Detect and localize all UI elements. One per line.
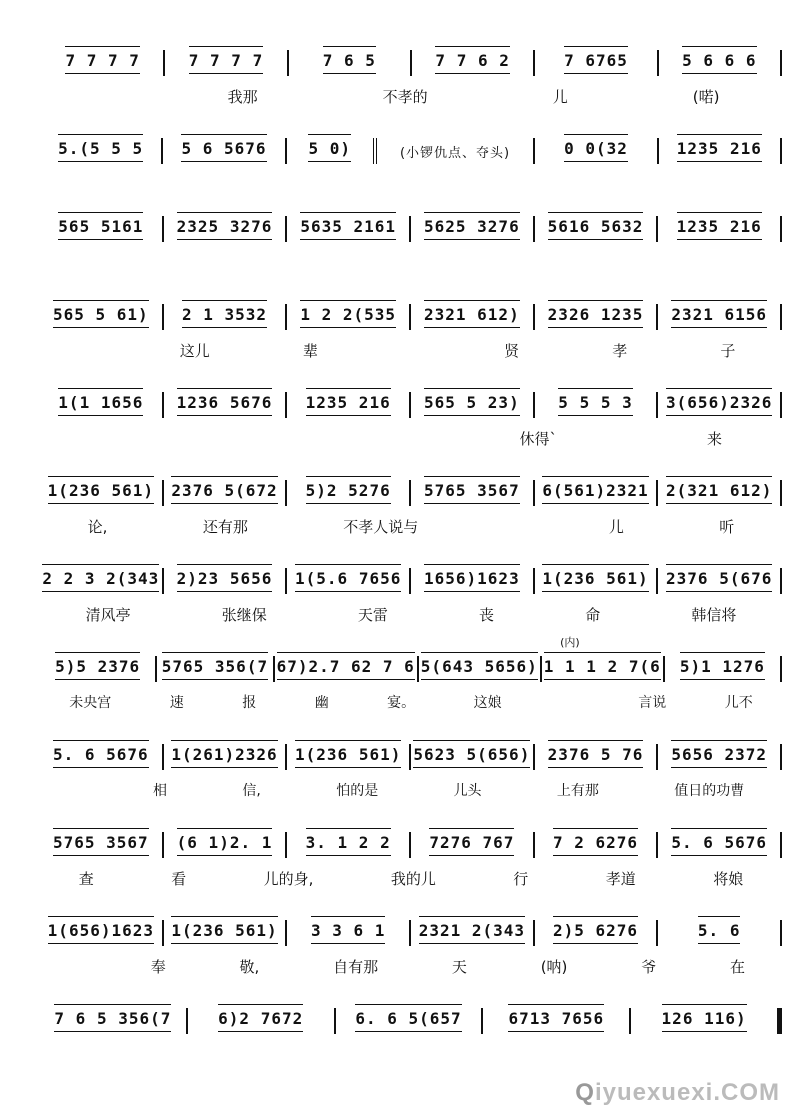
note-group: 67)2.7 62 7 6 bbox=[277, 657, 415, 681]
note-group: 6(561)2321 bbox=[542, 481, 648, 505]
note-group: 2 1 3532 bbox=[182, 305, 267, 329]
note-group: 5656 2372 bbox=[671, 745, 767, 769]
note-group: 2321 6156 bbox=[671, 305, 767, 329]
lyrics-row bbox=[40, 514, 782, 538]
measure bbox=[411, 833, 533, 857]
barline bbox=[780, 832, 782, 858]
measure bbox=[164, 305, 286, 329]
lyric: 值日的功曹 bbox=[674, 783, 745, 799]
lyrics-row bbox=[40, 426, 782, 450]
measure bbox=[40, 393, 162, 417]
lyrics-row bbox=[40, 338, 782, 362]
note-group: 7 6 5 356(7 bbox=[54, 1009, 171, 1033]
note-group: 1 1 1 2 7(6 bbox=[544, 657, 661, 681]
measure bbox=[40, 569, 162, 593]
notation-row bbox=[40, 566, 782, 596]
measure bbox=[658, 921, 780, 945]
lyrics-row bbox=[40, 602, 782, 626]
measure bbox=[535, 305, 657, 329]
note-group: 5(643 5656) bbox=[421, 657, 538, 681]
measure bbox=[157, 657, 272, 681]
lyrics-row bbox=[40, 778, 782, 802]
note-group: 7 7 7 7 bbox=[65, 51, 139, 75]
measure bbox=[658, 833, 780, 857]
lyric: 儿的身, bbox=[263, 869, 314, 888]
note-group: 5. 6 5676 bbox=[53, 745, 149, 769]
measure bbox=[163, 139, 284, 163]
watermark-prefix: Q bbox=[575, 1079, 595, 1106]
lyric: 韩信将 bbox=[691, 605, 737, 624]
notation-row bbox=[40, 390, 782, 420]
measure bbox=[287, 833, 409, 857]
measure bbox=[289, 51, 410, 75]
note-group: 7 7 6 2 bbox=[435, 51, 509, 75]
notation-row bbox=[40, 654, 782, 684]
note-group: 2321 2(343 bbox=[419, 921, 525, 945]
note-group: 5765 356(7 bbox=[162, 657, 268, 681]
measure bbox=[659, 139, 780, 163]
measure bbox=[542, 657, 663, 681]
note-group: (6 1)2. 1 bbox=[177, 833, 273, 857]
barline bbox=[780, 656, 782, 682]
measure bbox=[631, 1009, 777, 1033]
measure bbox=[164, 569, 286, 593]
note-group: 565 5 61) bbox=[53, 305, 149, 329]
measure bbox=[164, 833, 286, 857]
note-group: 5)5 2376 bbox=[55, 657, 140, 681]
note-group: 5623 5(656) bbox=[413, 745, 530, 769]
measure bbox=[412, 51, 533, 75]
lyric: 相 bbox=[153, 783, 168, 799]
measure bbox=[40, 745, 162, 769]
measure bbox=[287, 481, 409, 505]
lyric: 我那 bbox=[227, 87, 258, 106]
note-group: 7 7 7 7 bbox=[189, 51, 263, 75]
note-group: 1(236 561) bbox=[48, 481, 154, 505]
note-group: 0 0(32 bbox=[564, 139, 628, 163]
measure bbox=[40, 217, 162, 241]
lyric: (喏) bbox=[692, 87, 720, 106]
annotation: (内) bbox=[560, 636, 580, 649]
barline bbox=[780, 744, 782, 770]
measure bbox=[659, 51, 780, 75]
measure bbox=[164, 745, 286, 769]
notation-row bbox=[40, 1006, 782, 1036]
measure bbox=[411, 921, 533, 945]
lyric: 这儿 bbox=[179, 341, 210, 360]
lyric: 上有那 bbox=[556, 783, 599, 799]
lyric: 不孝人说与 bbox=[343, 517, 419, 536]
lyric: 看 bbox=[171, 869, 187, 888]
measure bbox=[40, 921, 162, 945]
lyric: 儿 bbox=[552, 87, 568, 106]
note-group: 1(5.6 7656 bbox=[295, 569, 401, 593]
barline bbox=[780, 50, 782, 76]
lyric: 言说 bbox=[638, 695, 667, 711]
note-group: 1(236 561) bbox=[171, 921, 277, 945]
note-group: 5. 6 5676 bbox=[671, 833, 767, 857]
measure bbox=[164, 921, 286, 945]
note-group: 5 6 6 6 bbox=[682, 51, 756, 75]
lyric: 奉 bbox=[150, 957, 166, 976]
note-group: 565 5161 bbox=[58, 217, 143, 241]
note-group: 1(1 1656 bbox=[58, 393, 143, 417]
lyric: 在 bbox=[730, 957, 746, 976]
lyric: 报 bbox=[242, 695, 257, 711]
measure bbox=[336, 1009, 482, 1033]
lyric: 爷 bbox=[641, 957, 657, 976]
measure bbox=[535, 51, 656, 75]
measure bbox=[535, 569, 657, 593]
lyric: 行 bbox=[513, 869, 529, 888]
measure bbox=[535, 481, 657, 505]
lyric: 听 bbox=[719, 517, 735, 536]
note-group: 5.(5 5 5 bbox=[58, 139, 143, 163]
lyric: 天 bbox=[451, 957, 467, 976]
lyric: 这娘 bbox=[473, 695, 502, 711]
lyric: 信, bbox=[242, 783, 261, 799]
note-group: 1235 216 bbox=[306, 393, 391, 417]
measure bbox=[40, 139, 161, 163]
note-group: 6. 6 5(657 bbox=[355, 1009, 461, 1033]
note-group: 1236 5676 bbox=[177, 393, 273, 417]
lyrics-row bbox=[40, 84, 782, 108]
lyric: 儿 bbox=[608, 517, 624, 536]
lyric: 张继保 bbox=[221, 605, 267, 624]
measure bbox=[164, 481, 286, 505]
lyric: 辈 bbox=[302, 341, 318, 360]
note-group: 6)2 7672 bbox=[218, 1009, 303, 1033]
notation-row bbox=[40, 478, 782, 508]
measure bbox=[658, 745, 780, 769]
lyric: 孝 bbox=[612, 341, 628, 360]
note-group: 1(656)1623 bbox=[48, 921, 154, 945]
lyric: 孝道 bbox=[605, 869, 636, 888]
site-watermark bbox=[575, 1079, 780, 1107]
measure bbox=[164, 393, 286, 417]
lyric: 将娘 bbox=[713, 869, 744, 888]
barline bbox=[780, 568, 782, 594]
measure bbox=[275, 657, 417, 681]
measure bbox=[411, 481, 533, 505]
note-group: 5765 3567 bbox=[424, 481, 520, 505]
barline bbox=[780, 138, 782, 164]
note-group: 5 0) bbox=[308, 139, 351, 163]
note-group: 565 5 23) bbox=[424, 393, 520, 417]
note-group: 2)5 6276 bbox=[553, 921, 638, 945]
lyric: 命 bbox=[585, 605, 601, 624]
measure bbox=[535, 745, 657, 769]
measure bbox=[287, 569, 409, 593]
watermark-text: iyuexuexi.COM bbox=[594, 1079, 780, 1106]
measure bbox=[40, 657, 155, 681]
note-group: 2376 5 76 bbox=[548, 745, 644, 769]
note-group: 2(321 612) bbox=[666, 481, 772, 505]
lyric: 贤 bbox=[504, 341, 520, 360]
lyric: (呐) bbox=[540, 957, 568, 976]
note-group: 2)23 5656 bbox=[177, 569, 273, 593]
note-group: 5765 3567 bbox=[53, 833, 149, 857]
lyric: 来 bbox=[706, 429, 722, 448]
note-group: 2326 1235 bbox=[548, 305, 644, 329]
note-group: 5616 5632 bbox=[548, 217, 644, 241]
measure bbox=[377, 142, 534, 161]
measure bbox=[658, 305, 780, 329]
barline bbox=[780, 480, 782, 506]
notation-row bbox=[40, 48, 782, 78]
note-group: 2321 612) bbox=[424, 305, 520, 329]
lyric: 丧 bbox=[479, 605, 495, 624]
lyric: 休得` bbox=[519, 429, 557, 448]
note-group: 2376 5(676 bbox=[666, 569, 772, 593]
lyric: 未央宫 bbox=[69, 695, 112, 711]
note-group: 5)1 1276 bbox=[680, 657, 765, 681]
barline bbox=[780, 216, 782, 242]
performance-note: (小锣仇点、夺头) bbox=[399, 145, 511, 161]
notation-row bbox=[40, 830, 782, 860]
note-group: 3 3 6 1 bbox=[311, 921, 385, 945]
barline bbox=[780, 920, 782, 946]
notation-row bbox=[40, 742, 782, 772]
lyric: 子 bbox=[720, 341, 736, 360]
lyric: 宴。 bbox=[387, 695, 416, 711]
measure bbox=[658, 569, 780, 593]
measure bbox=[535, 921, 657, 945]
note-group: 5. 6 bbox=[698, 921, 741, 945]
measure bbox=[411, 217, 533, 241]
note-group: 5)2 5276 bbox=[306, 481, 391, 505]
note-group: 5 6 5676 bbox=[181, 139, 266, 163]
measure bbox=[287, 305, 409, 329]
lyric: 不孝的 bbox=[382, 87, 428, 106]
measure bbox=[535, 833, 657, 857]
note-group: 126 116) bbox=[662, 1009, 747, 1033]
measure bbox=[40, 833, 162, 857]
measure bbox=[535, 139, 656, 163]
lyric: 怕的是 bbox=[336, 783, 379, 799]
measure bbox=[535, 217, 657, 241]
measure bbox=[411, 393, 533, 417]
barline bbox=[780, 304, 782, 330]
note-group: 1(261)2326 bbox=[171, 745, 277, 769]
note-group: 1656)1623 bbox=[424, 569, 520, 593]
note-group: 1 2 2(535 bbox=[300, 305, 396, 329]
measure bbox=[665, 657, 780, 681]
note-group: 7 6 5 bbox=[323, 51, 376, 75]
note-group: 7 2 6276 bbox=[553, 833, 638, 857]
note-group: 3. 1 2 2 bbox=[306, 833, 391, 857]
note-group: 1(236 561) bbox=[542, 569, 648, 593]
notation-row bbox=[40, 136, 782, 166]
measure bbox=[419, 657, 540, 681]
note-group: 5635 2161 bbox=[300, 217, 396, 241]
measure bbox=[42, 51, 163, 75]
measure bbox=[658, 393, 780, 417]
lyrics-row bbox=[40, 866, 782, 890]
measure bbox=[411, 745, 533, 769]
note-group: 2325 3276 bbox=[177, 217, 273, 241]
measure bbox=[287, 921, 409, 945]
note-group: 5625 3276 bbox=[424, 217, 520, 241]
measure bbox=[287, 217, 409, 241]
note-group: 1235 216 bbox=[677, 139, 762, 163]
measure bbox=[287, 393, 409, 417]
note-group: 2376 5(672 bbox=[171, 481, 277, 505]
measure bbox=[411, 305, 533, 329]
measure bbox=[483, 1009, 629, 1033]
measure bbox=[164, 217, 286, 241]
measure bbox=[658, 481, 780, 505]
lyric: 清风亭 bbox=[85, 605, 131, 624]
note-group: 6713 7656 bbox=[508, 1009, 604, 1033]
lyric: 我的儿 bbox=[390, 869, 436, 888]
lyrics-row bbox=[40, 954, 782, 978]
notation-row bbox=[40, 302, 782, 332]
note-group: 2 2 3 2(343 bbox=[42, 569, 159, 593]
lyric: 天雷 bbox=[357, 605, 388, 624]
lyric: 儿不 bbox=[724, 695, 753, 711]
lyric: 还有那 bbox=[202, 517, 248, 536]
measure bbox=[287, 139, 373, 163]
measure bbox=[287, 745, 409, 769]
measure bbox=[40, 481, 162, 505]
lyric: 幽 bbox=[314, 695, 329, 711]
notation-row bbox=[40, 918, 782, 948]
note-group: 7276 767 bbox=[429, 833, 514, 857]
measure bbox=[411, 569, 533, 593]
measure bbox=[188, 1009, 334, 1033]
note-group: 1235 216 bbox=[677, 217, 762, 241]
measure bbox=[40, 305, 162, 329]
lyric: 论, bbox=[87, 517, 108, 536]
measure bbox=[535, 393, 657, 417]
lyric: 速 bbox=[169, 695, 184, 711]
lyric: 敬, bbox=[239, 957, 260, 976]
measure bbox=[165, 51, 286, 75]
note-group: 7 6765 bbox=[564, 51, 628, 75]
notation-row bbox=[40, 214, 782, 244]
measure bbox=[658, 217, 780, 241]
note-group: 5 5 5 3 bbox=[558, 393, 632, 417]
measure bbox=[40, 1009, 186, 1033]
note-group: 1(236 561) bbox=[295, 745, 401, 769]
lyric: 自有那 bbox=[333, 957, 379, 976]
barline bbox=[780, 392, 782, 418]
lyric: 查 bbox=[78, 869, 94, 888]
final-barline bbox=[777, 1008, 782, 1034]
note-group: 3(656)2326 bbox=[666, 393, 772, 417]
lyric: 儿头 bbox=[453, 783, 482, 799]
